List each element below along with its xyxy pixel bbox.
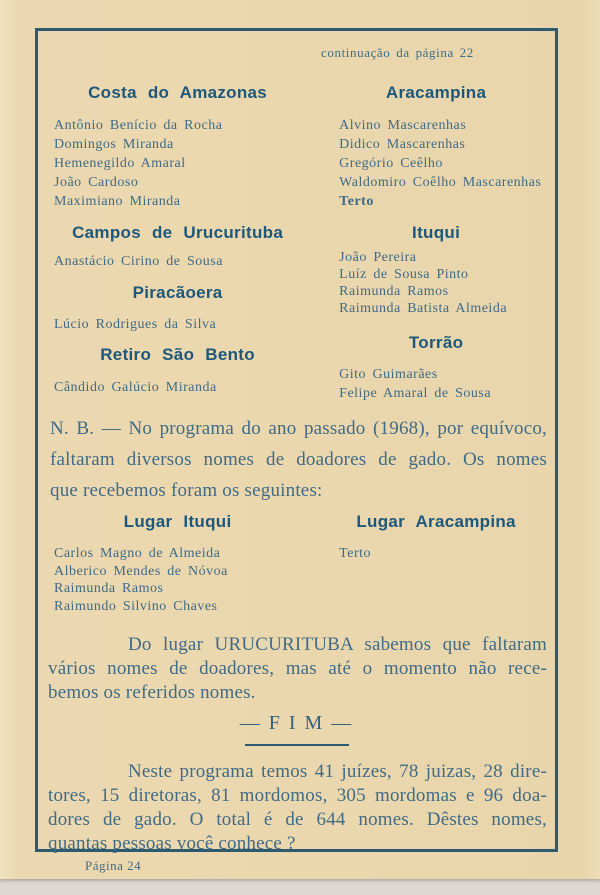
donor-name: Terto	[339, 194, 374, 209]
donor-name: Luíz de Sousa Pinto	[339, 267, 469, 282]
paragraph-line: faltaram diversos nomes de doadores de gado. Os nomes	[50, 449, 547, 470]
fim-marker: — F I M —	[239, 712, 354, 734]
donor-name: Felipe Amaral de Sousa	[339, 386, 492, 401]
continuation-note: continuação da página 22	[321, 45, 474, 60]
donor-name: João Pereira	[339, 250, 417, 265]
names-torrao	[317, 365, 555, 403]
heading-piracaoera: Piracãoera	[132, 283, 223, 302]
donor-name: João Cardoso	[54, 175, 139, 190]
paragraph-line: vários nomes de doadores, mas até o momento não rece-	[48, 658, 547, 679]
paragraph-line: que recebemos foram os seguintes:	[50, 480, 323, 501]
heading-lugar-ituqui: Lugar Ituqui	[123, 512, 232, 531]
names-aracampina	[317, 116, 555, 211]
names-campos-de-urucurituba	[38, 252, 317, 271]
donor-name: Raimunda Ramos	[54, 581, 164, 596]
donor-name: Lúcio Rodrigues da Silva	[54, 317, 217, 332]
heading-lugar-aracampina: Lugar Aracampina	[356, 512, 516, 531]
donor-name: Carlos Magno de Almeida	[54, 546, 221, 561]
donor-name: Antônio Benício da Rocha	[54, 118, 223, 133]
donor-name: Gregório Ceêlho	[339, 156, 443, 171]
paragraph-line: N. B. — No programa do ano passado (1968), por equívoco,	[50, 418, 547, 439]
donor-name: Terto	[339, 546, 372, 561]
nb-paragraph	[38, 413, 555, 506]
donor-name: Anastácio Cirino de Sousa	[54, 254, 223, 269]
paragraph-line: quantas pessoas você conhece ?	[48, 833, 296, 854]
names-retiro-sao-bento	[38, 378, 317, 397]
donor-name: Raimundo Silvino Chaves	[54, 598, 218, 614]
donor-name: Waldomiro Coêlho Mascarenhas	[339, 175, 542, 190]
heading-aracampina: Aracampina	[385, 83, 487, 102]
donor-name: Raimunda Ramos	[339, 284, 449, 299]
donor-name: Alvino Mascarenhas	[339, 118, 467, 133]
lower-right-column	[317, 506, 555, 615]
donor-name: Cândido Galúcio Miranda	[54, 380, 217, 395]
names-ituqui	[317, 249, 555, 317]
heading-retiro-sao-bento: Retiro São Bento	[100, 345, 255, 364]
paragraph-line: Do lugar URUCURITUBA sabemos que faltaram	[128, 634, 547, 655]
donor-name: Didico Mascarenhas	[339, 137, 466, 152]
donor-name: Domingos Miranda	[54, 137, 174, 152]
paragraph-line: Neste programa temos 41 juízes, 78 juizas, 28 dire-	[128, 761, 547, 782]
paragraph-line: dores de gado. O total é de 644 nomes. Dêstes nomes,	[48, 809, 547, 830]
page-border-frame	[35, 28, 558, 852]
stats-note	[38, 760, 555, 856]
names-costa-do-amazonas	[38, 116, 317, 211]
heading-torrao: Torrão	[408, 333, 464, 352]
names-piracaoera	[38, 315, 317, 334]
page-number-label: Página 24	[85, 858, 142, 873]
paragraph-line: tores, 15 diretoras, 81 mordomos, 305 mordomas e 96 doa-	[48, 785, 547, 806]
heading-campos-de-urucurituba: Campos de Urucurituba	[72, 223, 284, 242]
top-name-lists	[38, 61, 555, 403]
donor-name: Maximiano Miranda	[54, 194, 181, 209]
heading-ituqui: Ituqui	[412, 223, 461, 242]
heading-costa-do-amazonas: Costa do Amazonas	[88, 83, 268, 102]
top-left-column	[38, 61, 317, 403]
top-right-column	[317, 61, 555, 403]
donor-name: Gito Guimarães	[339, 367, 438, 382]
donor-name: Raimunda Batista Almeida	[339, 301, 508, 316]
names-lugar-aracampina	[317, 545, 555, 563]
donor-name: Hemenegildo Amaral	[54, 156, 186, 171]
donor-name: Alberico Mendes de Nóvoa	[54, 563, 228, 579]
paragraph-line: bemos os referidos nomes.	[48, 682, 256, 703]
urucurituba-note	[38, 633, 555, 705]
fim-divider-rule	[245, 744, 349, 746]
lower-left-column	[38, 506, 317, 615]
lower-name-lists	[38, 506, 555, 615]
names-lugar-ituqui	[38, 545, 317, 615]
